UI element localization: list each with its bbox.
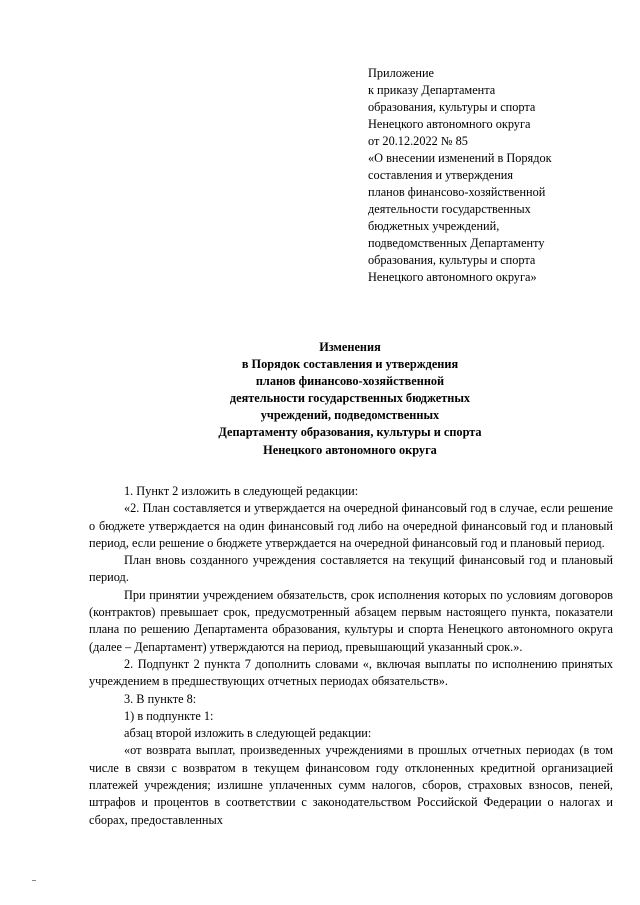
appendix-line: подведомственных Департаменту (368, 236, 545, 250)
appendix-line: деятельности государственных (368, 202, 531, 216)
title-line: Департаменту образования, культуры и спорта (218, 425, 482, 440)
document-body (89, 483, 613, 829)
paragraph: 2. Подпункт 2 пункта 7 дополнить словами «, включая выплаты по исполнению принятых учреждением в предшествующих отчетных периодах обязательств». (89, 656, 613, 689)
document-title (80, 339, 620, 459)
paragraph: 1. Пункт 2 изложить в следующей редакции: (124, 484, 359, 498)
paragraph: 1) в подпункте 1: (124, 708, 214, 723)
appendix-line: Ненецкого автономного округа (368, 117, 531, 131)
title-line: Ненецкого автономного округа (263, 442, 437, 457)
appendix-line: бюджетных учреждений, (368, 219, 500, 233)
appendix-line: от 20.12.2022 № 85 (368, 134, 468, 148)
title-line: планов финансово-хозяйственной (255, 374, 445, 389)
title-line: деятельности государственных бюджетных (229, 391, 471, 406)
appendix-line: к приказу Департамента (368, 83, 496, 97)
appendix-line: Ненецкого автономного округа» (368, 270, 537, 284)
title-line: Изменения (319, 340, 381, 354)
appendix-line: составления и утверждения (368, 168, 514, 182)
appendix-line: Приложение (368, 66, 434, 80)
appendix-header (368, 65, 608, 286)
paragraph: абзац второй изложить в следующей редакции: (124, 726, 372, 741)
appendix-line: образования, культуры и спорта (368, 253, 536, 267)
appendix-line: планов финансово-хозяйственной (368, 185, 546, 199)
paragraph: План вновь созданного учреждения составляется на текущий финансовый год и плановый период. (89, 553, 613, 585)
paragraph: «от возврата выплат, произведенных учреждениями в прошлых отчетных периодах (в том числе в связи с возвратом в текущем финансовом году отклоненных кредитной организацией платежей учреждения; излишне уплаченных сумм налогов, сборов, страховых взносов, пеней, штрафов и процентов в соответствии с законодательством Российской Федерации о налогах и сборах, предоставленных (89, 743, 613, 827)
scan-mark (32, 880, 36, 881)
appendix-line: образования, культуры и спорта (368, 100, 536, 114)
paragraph: 3. В пункте 8: (124, 691, 197, 706)
title-line: учреждений, подведомственных (260, 408, 440, 423)
paragraph: «2. План составляется и утверждается на очередной финансовый год в случае, если решение о бюджете утверждается на один финансовый год либо на очередной финансовый год и плановый период, если решение о бюджете утверждается на очередной финансовый год и плановый период. (89, 501, 613, 550)
title-line: в Порядок составления и утверждения (241, 357, 459, 372)
appendix-line: «О внесении изменений в Порядок (368, 151, 552, 165)
paragraph: При принятии учреждением обязательств, срок исполнения которых по условиям договоров (контрактов) превышает срок, предусмотренный абзацем первым настоящего пункта, показатели плана по решению Департамента образования, культуры и спорта Ненецкого автономного округа (далее – Департамент) утверждаются на период, превышающий указанный срок.». (89, 587, 613, 654)
